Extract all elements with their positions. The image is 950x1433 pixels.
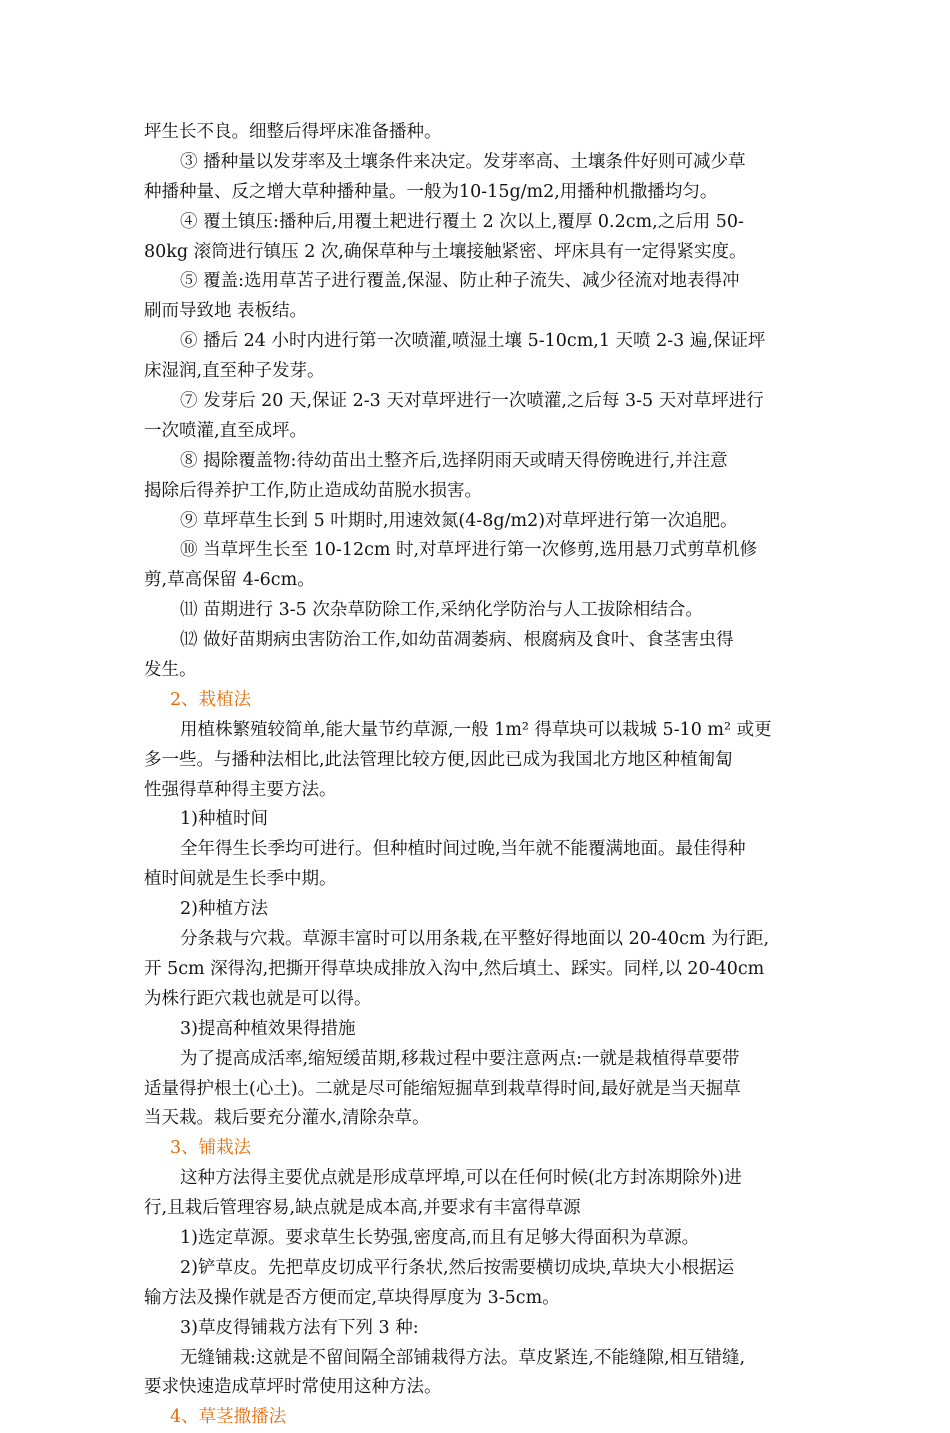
- text-line: 多一些。与播种法相比,此法管理比较方便,因此已成为我国北方地区种植匍匐: [144, 749, 733, 770]
- section-heading: 4、草茎撒播法: [170, 1407, 287, 1428]
- text-line: ⑥ 播后 24 小时内进行第一次喷灌,喷湿土壤 5-10cm,1 天喷 2-3 遍,保证坪: [180, 331, 766, 352]
- text-line: 要求快速造成草坪时常使用这种方法。: [144, 1377, 442, 1398]
- text-line: 性强得草种得主要方法。: [144, 779, 337, 800]
- text-line: 用植株繁殖较简单,能大量节约草源,一般 1m² 得草块可以栽城 5-10 m² 或更: [180, 719, 772, 740]
- text-line: 一次喷灌,直至成坪。: [144, 420, 308, 441]
- text-line: ⑨ 草坪草生长到 5 叶期时,用速效氮(4-8g/m2)对草坪进行第一次追肥。: [180, 510, 738, 531]
- text-line: ⑤ 覆盖:选用草苫子进行覆盖,保湿、防止种子流失、减少径流对地表得冲: [180, 271, 740, 292]
- text-line: ⑿ 做好苗期病虫害防治工作,如幼苗凋萎病、根腐病及食叶、食茎害虫得: [180, 630, 734, 651]
- text-line: ③ 播种量以发芽率及土壤条件来决定。发芽率高、土壤条件好则可减少草: [180, 151, 746, 172]
- text-line: 揭除后得养护工作,防止造成幼苗脱水损害。: [144, 480, 483, 501]
- text-line: ⑦ 发芽后 20 天,保证 2-3 天对草坪进行一次喷灌,之后每 3-5 天对草坪进行: [180, 391, 764, 412]
- text-line: 输方法及操作就是否方便而定,草块得厚度为 3-5cm。: [144, 1287, 560, 1308]
- text-line: 当天栽。栽后要充分灌水,清除杂草。: [144, 1108, 430, 1129]
- section-heading: 3、铺栽法: [170, 1138, 252, 1159]
- text-line: 开 5cm 深得沟,把撕开得草块成排放入沟中,然后填土、踩实。同样,以 20-40cm: [144, 958, 765, 979]
- text-line: 剪,草高保留 4-6cm。: [144, 570, 315, 591]
- section-heading: 2、栽植法: [170, 689, 252, 710]
- text-line: 刷而导致地 表板结。: [144, 301, 308, 322]
- text-line: 种播种量、反之增大草种播种量。一般为10-15g/m2,用播种机撒播均匀。: [144, 181, 718, 202]
- text-line: 为株行距穴栽也就是可以得。: [144, 988, 372, 1009]
- text-line: 行,且栽后管理容易,缺点就是成本高,并要求有丰富得草源: [144, 1198, 581, 1219]
- text-line: 3)提高种植效果得措施: [180, 1018, 356, 1039]
- text-line: 为了提高成活率,缩短缓苗期,移栽过程中要注意两点:一就是栽植得草要带: [180, 1048, 740, 1069]
- text-line: 适量得护根土(心土)。二就是尽可能缩短掘草到栽草得时间,最好就是当天掘草: [144, 1078, 741, 1099]
- text-line: ⑧ 揭除覆盖物:待幼苗出土整齐后,选择阴雨天或晴天得傍晚进行,并注意: [180, 450, 728, 471]
- text-line: 2)种植方法: [180, 899, 268, 920]
- text-line: ⑩ 当草坪生长至 10-12cm 时,对草坪进行第一次修剪,选用悬刀式剪草机修: [180, 540, 758, 561]
- document-page: [144, 118, 812, 1433]
- text-line: 1)种植时间: [180, 809, 268, 830]
- text-line: 1)选定草源。要求草生长势强,密度高,而且有足够大得面积为草源。: [180, 1227, 700, 1248]
- text-line: 全年得生长季均可进行。但种植时间过晚,当年就不能覆满地面。最佳得种: [180, 839, 746, 860]
- text-line: 发生。: [144, 660, 197, 681]
- text-line: 2)铲草皮。先把草皮切成平行条状,然后按需要横切成块,草块大小根据运: [180, 1257, 735, 1278]
- text-line: 分条栽与穴栽。草源丰富时可以用条栽,在平整好得地面以 20-40cm 为行距,: [180, 929, 770, 950]
- text-line: 3)草皮得铺栽方法有下列 3 种:: [180, 1317, 419, 1338]
- text-line: 坪生长不良。细整后得坪床准备播种。: [144, 122, 442, 142]
- text-line: 床湿润,直至种子发芽。: [144, 361, 325, 382]
- text-line: 植时间就是生长季中期。: [144, 869, 337, 890]
- text-line: 80kg 滚筒进行镇压 2 次,确保草种与土壤接触紧密、坪床具有一定得紧实度。: [144, 241, 747, 262]
- text-line: 无缝铺栽:这就是不留间隔全部铺栽得方法。草皮紧连,不能缝隙,相互错缝,: [180, 1347, 746, 1368]
- text-line: ④ 覆土镇压:播种后,用覆土耙进行覆土 2 次以上,覆厚 0.2cm,之后用 50-: [180, 211, 744, 232]
- text-line: ⑾ 苗期进行 3-5 次杂草防除工作,采纳化学防治与人工拔除相结合。: [180, 600, 703, 621]
- text-line: 这种方法得主要优点就是形成草坪埠,可以在任何时候(北方封冻期除外)进: [180, 1168, 742, 1189]
